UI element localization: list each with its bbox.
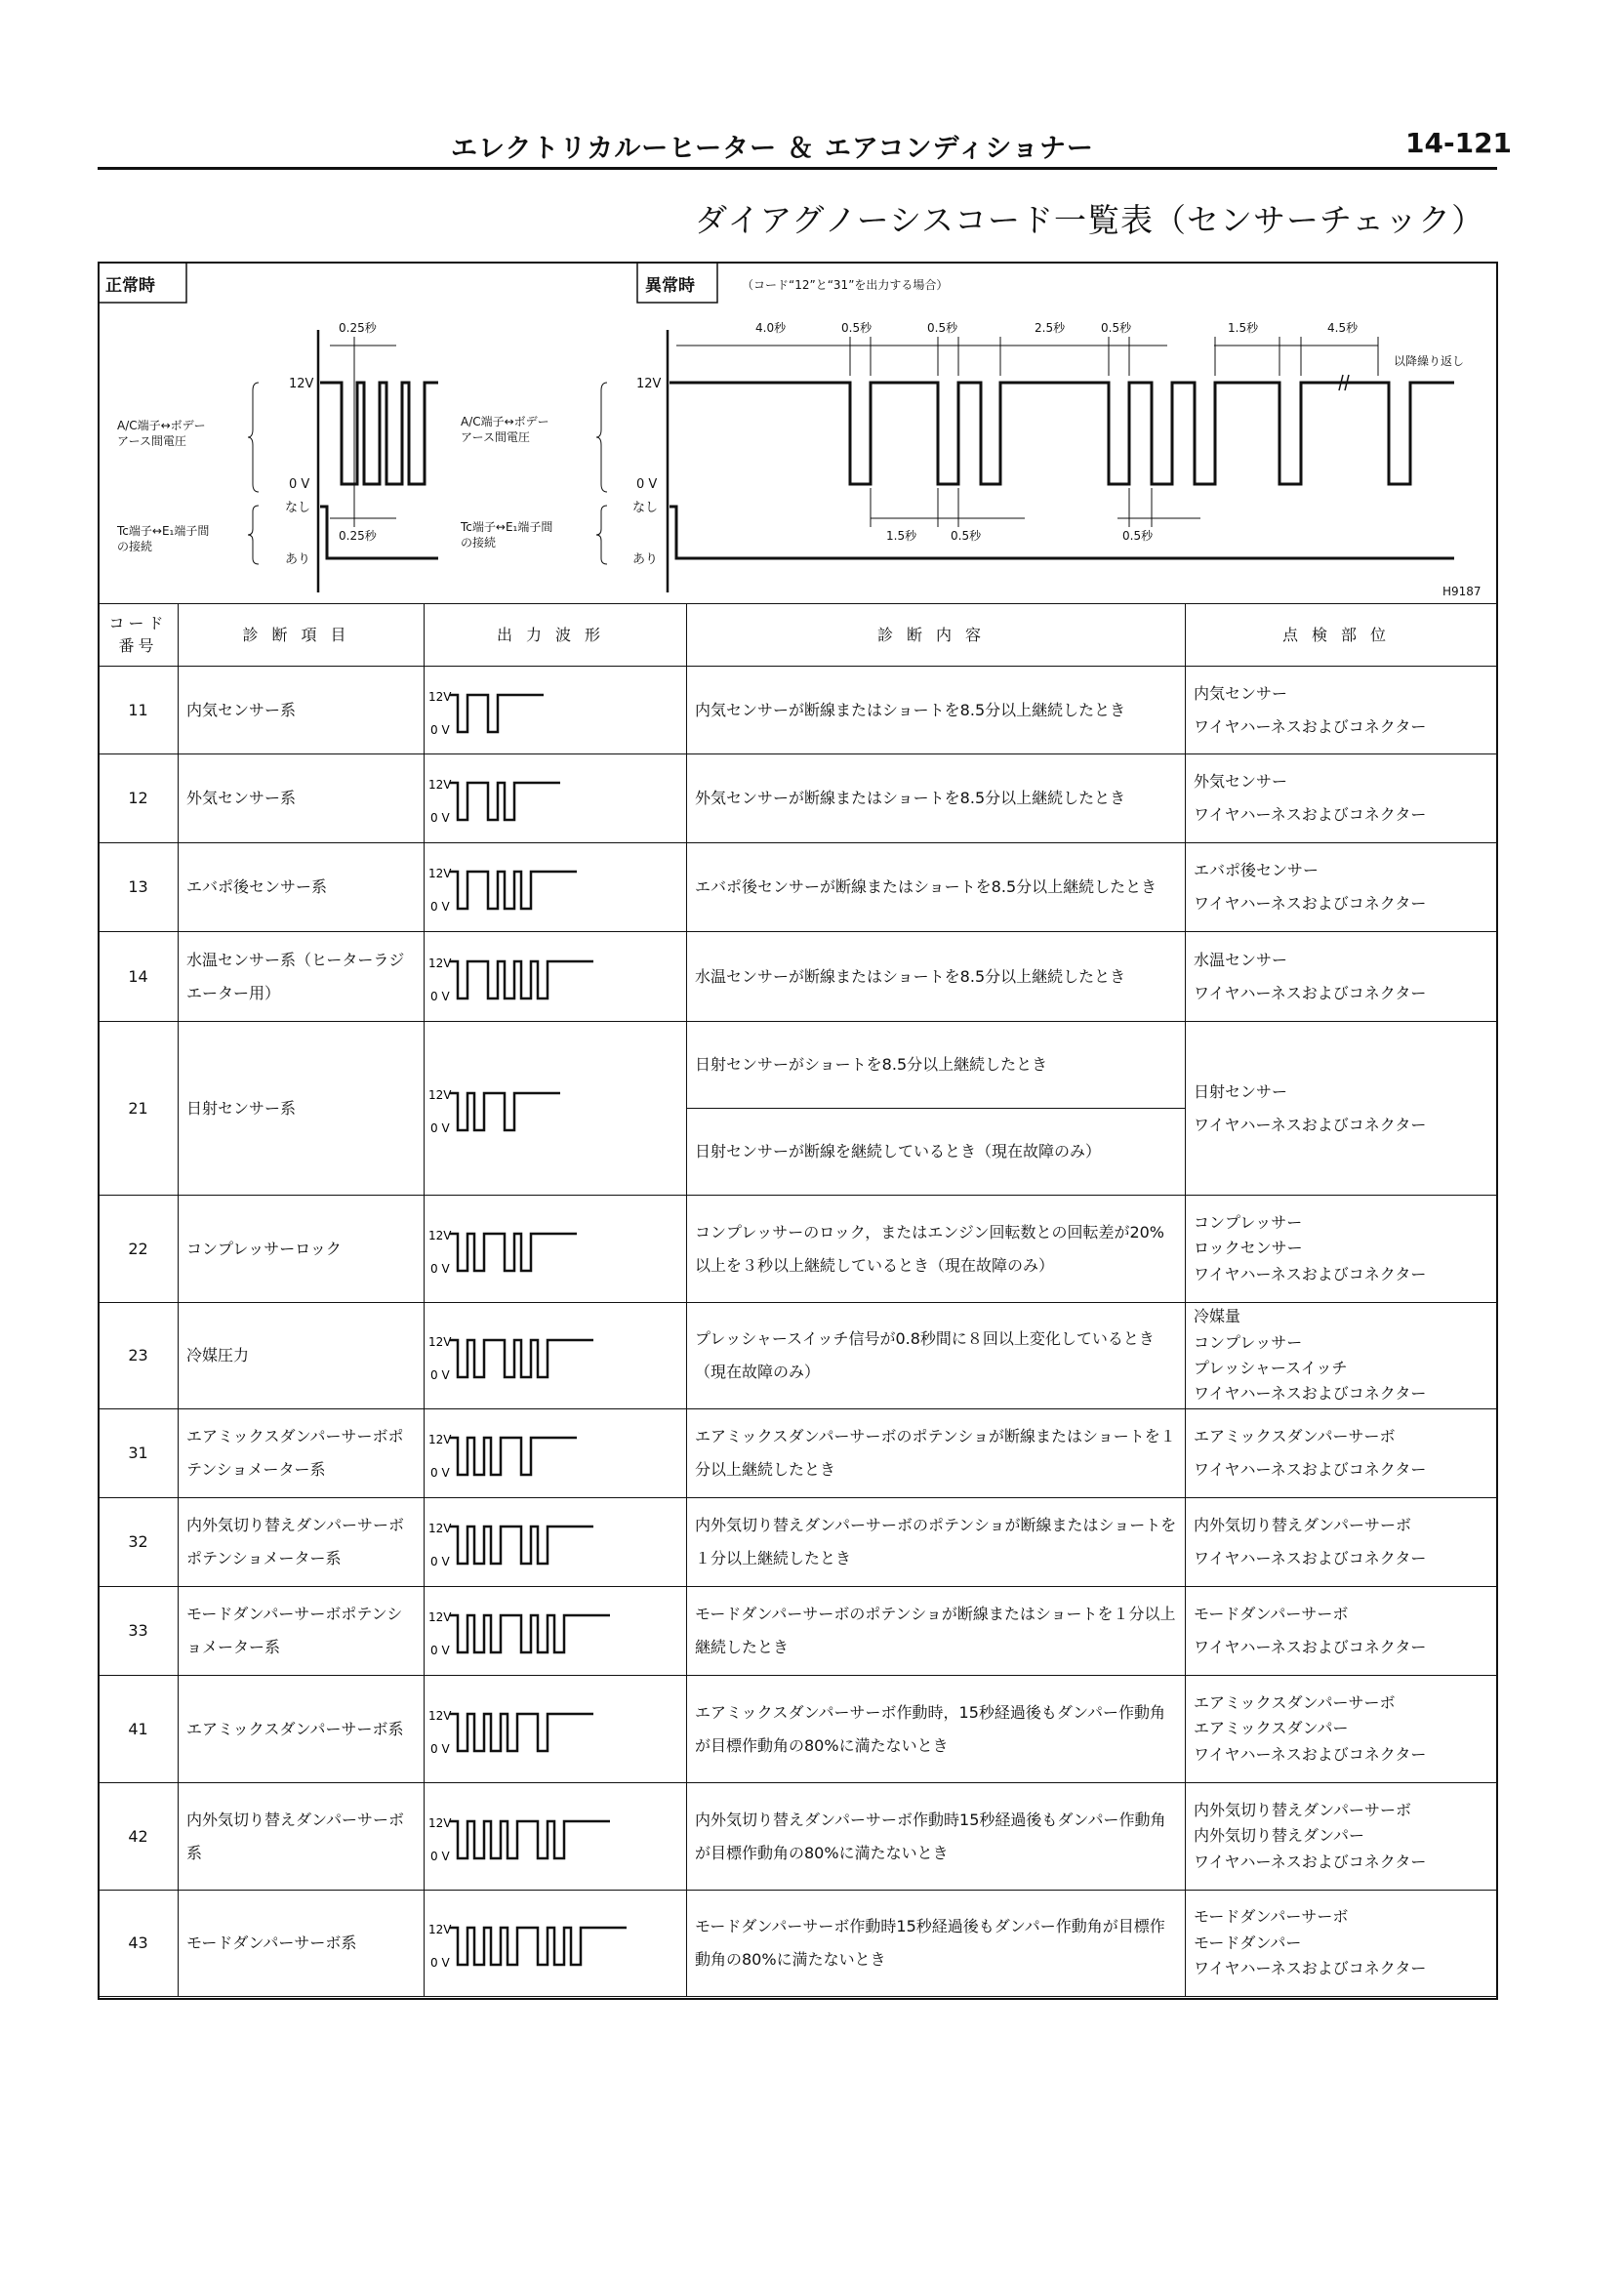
- code-cell: 31: [99, 1409, 179, 1498]
- time-label: 1.5秒: [886, 529, 917, 543]
- wave-12v-label: 12V: [428, 778, 452, 792]
- code-cell: 32: [99, 1498, 179, 1587]
- time-label: 4.0秒: [755, 321, 787, 335]
- timing-diagram: [98, 262, 1496, 603]
- check-item: ワイヤハーネスおよびコネクター: [1194, 1959, 1427, 1978]
- table-row: [99, 667, 1497, 754]
- waveform-42: [428, 1810, 672, 1864]
- wave-0v-label: 0 V: [430, 1368, 450, 1382]
- dimension-lines: [676, 337, 1378, 527]
- table-row: [99, 1587, 1497, 1676]
- content-text: 内外気切り替えダンパーサーボ作動時15秒経過後もダンパー作動角が目標作動角の80%に満たないとき: [695, 1810, 1166, 1862]
- check-cell: [1186, 667, 1497, 754]
- wave-0v-label: 0 V: [430, 1466, 450, 1480]
- content-cell: [687, 667, 1186, 754]
- time-label: 0.5秒: [841, 321, 873, 335]
- item-cell: 冷媒圧力: [179, 1303, 425, 1409]
- ac-voltage-label: A/C端子↔ボデー: [461, 415, 549, 428]
- code-cell: 42: [99, 1783, 179, 1891]
- item-cell: 内気センサー系: [179, 667, 425, 754]
- waveform-31: [428, 1426, 672, 1481]
- wave-12v-label: 12V: [428, 956, 452, 970]
- wave-12v-label: 12V: [428, 1335, 452, 1349]
- abnormal-voltage-wave: [670, 383, 1454, 484]
- content-text: モードダンパーサーボ作動時15秒経過後もダンパー作動角が目標作動角の80%に満たないとき: [695, 1917, 1165, 1969]
- tc-label: Tc端子↔E₁端子間: [461, 520, 553, 534]
- table-row: [99, 1783, 1497, 1891]
- label-0v: 0 V: [289, 477, 310, 492]
- code-cell: 43: [99, 1891, 179, 1997]
- check-item: 内外気切り替えダンパー: [1194, 1826, 1365, 1846]
- code-cell: 23: [99, 1303, 179, 1409]
- wave-0v-label: 0 V: [430, 1956, 450, 1970]
- wave-0v-label: 0 V: [430, 1849, 450, 1863]
- brace: [248, 383, 259, 492]
- check-item: ワイヤハーネスおよびコネクター: [1194, 1384, 1427, 1404]
- check-item: プレッシャースイッチ: [1194, 1359, 1348, 1377]
- header-waveform: 出力波形: [425, 604, 687, 667]
- time-label: 0.5秒: [1122, 529, 1154, 543]
- check-item: 水温センサー: [1194, 950, 1288, 969]
- wave-12v-label: 12V: [428, 1087, 452, 1102]
- page-number: 14-121: [1405, 127, 1513, 159]
- check-cell: [1186, 1022, 1497, 1196]
- wave-12v-label: 12V: [428, 867, 452, 880]
- waveform-line: [450, 1928, 627, 1965]
- ac-voltage-label: アース間電圧: [461, 430, 531, 444]
- normal-period-label: 0.25秒: [339, 321, 377, 335]
- content-cell: [687, 1196, 1186, 1303]
- content-cell: [687, 1783, 1186, 1891]
- check-item: ワイヤハーネスおよびコネクター: [1194, 1549, 1427, 1568]
- waveform-33: [428, 1604, 672, 1658]
- check-item: コンプレッサー: [1194, 1332, 1303, 1352]
- waveform-13: [428, 860, 672, 915]
- time-label: 1.5秒: [1228, 321, 1259, 335]
- check-item: ワイヤハーネスおよびコネクター: [1194, 1264, 1427, 1283]
- time-label: 0.5秒: [1101, 321, 1132, 335]
- check-item: ワイヤハーネスおよびコネクター: [1194, 1852, 1427, 1871]
- wave-12v-label: 12V: [428, 1522, 452, 1535]
- item-cell: コンプレッサーロック: [179, 1196, 425, 1303]
- wave-12v-label: 12V: [428, 1815, 452, 1830]
- label-none: なし: [632, 501, 659, 515]
- check-item: エアミックスダンパーサーボ: [1194, 1692, 1396, 1712]
- time-label: 0.5秒: [927, 321, 958, 335]
- header-code: コード番号: [99, 604, 179, 667]
- check-item: モードダンパー: [1194, 1933, 1302, 1952]
- repeat-label: 以降繰り返し: [1394, 354, 1465, 368]
- item-cell: 外気センサー系: [179, 754, 425, 843]
- content-cell: [687, 1587, 1186, 1676]
- content-text: 内気センサーが断線またはショートを8.5分以上継続したとき: [695, 700, 1126, 719]
- check-cell: [1186, 1783, 1497, 1891]
- table-row: [99, 843, 1497, 932]
- wave-0v-label: 0 V: [430, 1741, 450, 1756]
- waveform-43: [428, 1916, 672, 1971]
- waveform-line: [450, 872, 577, 909]
- item-cell: 日射センサー系: [179, 1022, 425, 1196]
- item-cell: モードダンパーサーボ系: [179, 1891, 425, 1997]
- check-item: ワイヤハーネスおよびコネクター: [1194, 1115, 1427, 1134]
- code-cell: 14: [99, 932, 179, 1022]
- check-item: 内外気切り替えダンパーサーボ: [1194, 1800, 1412, 1819]
- label-12v: 12V: [636, 377, 662, 391]
- waveform-line: [450, 783, 560, 820]
- check-cell: [1186, 1676, 1497, 1783]
- waveform-32: [428, 1515, 672, 1569]
- code-cell: 33: [99, 1587, 179, 1676]
- ac-voltage-label: A/C端子↔ボデー: [117, 419, 206, 432]
- check-cell: [1186, 1196, 1497, 1303]
- waveform-line: [450, 695, 544, 732]
- wave-0v-label: 0 V: [430, 722, 450, 737]
- code-cell: 41: [99, 1676, 179, 1783]
- waveform-cell: [425, 1783, 687, 1891]
- content-cell: [687, 1676, 1186, 1783]
- item-cell: エアミックスダンパーサーボポテンショメーター系: [179, 1409, 425, 1498]
- content-cell: [687, 1891, 1186, 1997]
- ac-voltage-label: アース間電圧: [117, 434, 187, 448]
- waveform-cell: [425, 1409, 687, 1498]
- check-item: ワイヤハーネスおよびコネクター: [1194, 1638, 1427, 1656]
- diagnosis-code-table: [98, 603, 1497, 1997]
- item-cell: エアミックスダンパーサーボ系: [179, 1676, 425, 1783]
- waveform-11: [428, 683, 672, 738]
- waveform-cell: [425, 1587, 687, 1676]
- check-item: モードダンパーサーボ: [1194, 1907, 1349, 1927]
- time-label: 0.5秒: [951, 529, 982, 543]
- table-row: [99, 932, 1497, 1022]
- waveform-23: [428, 1328, 672, 1383]
- check-item: ワイヤハーネスおよびコネクター: [1194, 983, 1427, 1002]
- brace: [248, 506, 259, 564]
- item-cell: 内外気切り替えダンパーサーボポテンショメーター系: [179, 1498, 425, 1587]
- check-cell: [1186, 1498, 1497, 1587]
- abnormal-label: 異常時: [645, 276, 695, 296]
- content-text: エアミックスダンパーサーボのポテンショが断線またはショートを１分以上継続したとき: [695, 1427, 1176, 1479]
- table-row: [99, 1196, 1497, 1303]
- wave-0v-label: 0 V: [430, 1555, 450, 1568]
- check-item: ワイヤハーネスおよびコネクター: [1194, 894, 1427, 913]
- waveform-cell: [425, 754, 687, 843]
- waveform-line: [450, 1093, 560, 1130]
- content-text: エバポ後センサーが断線またはショートを8.5分以上継続したとき: [695, 877, 1157, 897]
- waveform-line: [450, 961, 593, 998]
- wave-0v-label: 0 V: [430, 989, 450, 1003]
- waveform-12: [428, 771, 672, 826]
- waveform-line: [450, 1234, 577, 1271]
- table-row: [99, 1676, 1497, 1783]
- brace: [596, 383, 607, 492]
- wave-0v-label: 0 V: [430, 1120, 450, 1135]
- waveform-line: [450, 1821, 610, 1858]
- code-cell: 22: [99, 1196, 179, 1303]
- waveform-line: [450, 1527, 593, 1564]
- content-text: 内外気切り替えダンパーサーボのポテンショが断線またはショートを１分以上継続したとき: [695, 1516, 1177, 1568]
- waveform-cell: [425, 843, 687, 932]
- content-cell: [687, 843, 1186, 932]
- waveform-line: [450, 1438, 577, 1475]
- check-cell: [1186, 932, 1497, 1022]
- check-item: ワイヤハーネスおよびコネクター: [1194, 716, 1427, 736]
- header-item: 診断項目: [179, 604, 425, 667]
- check-item: ロックセンサー: [1194, 1239, 1303, 1258]
- check-item: ワイヤハーネスおよびコネクター: [1194, 805, 1427, 824]
- check-item: コンプレッサー: [1194, 1212, 1303, 1232]
- waveform-cell: [425, 932, 687, 1022]
- check-cell: [1186, 1891, 1497, 1997]
- wave-0v-label: 0 V: [430, 1644, 450, 1657]
- label-present: あり: [632, 552, 659, 567]
- wave-12v-label: 12V: [428, 1433, 452, 1446]
- code-cell: 13: [99, 843, 179, 932]
- content-text: モードダンパーサーボのポテンショが断線またはショートを１分以上継続したとき: [695, 1605, 1176, 1656]
- table-row: [99, 1498, 1497, 1587]
- check-item: ワイヤハーネスおよびコネクター: [1194, 1460, 1427, 1479]
- tc-label: の接続: [117, 540, 153, 553]
- wave-12v-label: 12V: [428, 1708, 452, 1723]
- check-item: 内気センサー: [1194, 683, 1288, 703]
- waveform-cell: [425, 1196, 687, 1303]
- normal-voltage-wave: [320, 383, 438, 484]
- table-header-row: [99, 604, 1497, 667]
- table-row: [99, 1891, 1497, 1997]
- waveform-cell: [425, 1498, 687, 1587]
- time-label: 2.5秒: [1035, 321, 1066, 335]
- check-item: 日射センサー: [1194, 1081, 1288, 1101]
- table-row: [99, 1303, 1497, 1409]
- table-row: [99, 1409, 1497, 1498]
- code-cell: 21: [99, 1022, 179, 1196]
- table-row: [99, 754, 1497, 843]
- wave-12v-label: 12V: [428, 689, 452, 704]
- check-item: エアミックスダンパーサーボ: [1194, 1427, 1396, 1446]
- content-cell: [687, 1498, 1186, 1587]
- check-item: モードダンパーサーボ: [1194, 1605, 1349, 1624]
- tc-label: Tc端子↔E₁端子間: [117, 524, 210, 538]
- content-text: エアミックスダンパーサーボ作動時，15秒経過後もダンパー作動角が目標作動角の80%に満たないとき: [695, 1702, 1165, 1755]
- code-cell: 11: [99, 667, 179, 754]
- content-text: 日射センサーがショートを8.5分以上継続したとき: [695, 1055, 1048, 1075]
- content-text: 水温センサーが断線またはショートを8.5分以上継続したとき: [695, 966, 1126, 986]
- brace: [596, 506, 607, 564]
- waveform-line: [450, 1615, 610, 1652]
- content-text: 外気センサーが断線またはショートを8.5分以上継続したとき: [695, 789, 1126, 808]
- item-cell: モードダンパーサーボポテンショメーター系: [179, 1587, 425, 1676]
- content-cell: [687, 1303, 1186, 1409]
- label-present: あり: [285, 552, 311, 567]
- label-0v: 0 V: [636, 477, 658, 492]
- check-item: 内外気切り替えダンパーサーボ: [1194, 1516, 1412, 1535]
- abnormal-tc-wave: [670, 507, 1454, 558]
- content-text: プレッシャースイッチ信号が0.8秒間に８回以上変化しているとき（現在故障のみ）: [695, 1329, 1155, 1381]
- check-item: 冷媒量: [1194, 1307, 1241, 1326]
- waveform-21: [428, 1081, 672, 1136]
- wave-12v-label: 12V: [428, 1923, 452, 1936]
- header-content: 診断内容: [687, 604, 1186, 667]
- check-cell: [1186, 1587, 1497, 1676]
- waveform-cell: [425, 1303, 687, 1409]
- waveform-14: [428, 950, 672, 1004]
- check-cell: [1186, 754, 1497, 843]
- waveform-41: [428, 1702, 672, 1757]
- item-cell: 内外気切り替えダンパーサーボ系: [179, 1783, 425, 1891]
- wave-0v-label: 0 V: [430, 900, 450, 914]
- waveform-cell: [425, 667, 687, 754]
- content-text: 日射センサーが断線を継続しているとき（現在故障のみ）: [687, 1108, 1185, 1195]
- label-12v: 12V: [289, 377, 314, 391]
- tc-label: の接続: [461, 536, 497, 550]
- header-check: 点検部位: [1186, 604, 1497, 667]
- check-cell: [1186, 843, 1497, 932]
- normal-period-label: 0.25秒: [339, 529, 377, 543]
- abnormal-caption: （コード“12”と“31”を出力する場合）: [742, 278, 949, 292]
- check-item: エバポ後センサー: [1194, 861, 1320, 880]
- content-cell: [687, 1409, 1186, 1498]
- wave-0v-label: 0 V: [430, 1261, 450, 1276]
- label-none: なし: [285, 501, 311, 515]
- item-cell: 水温センサー系（ヒーターラジエーター用）: [179, 932, 425, 1022]
- time-label: 4.5秒: [1327, 321, 1359, 335]
- content-cell: [687, 932, 1186, 1022]
- figure-id: H9187: [1442, 585, 1482, 598]
- wave-12v-label: 12V: [428, 1610, 452, 1624]
- waveform-22: [428, 1222, 672, 1277]
- content-text: コンプレッサーのロック，またはエンジン回転数との回転差が20%以上を３秒以上継続しているとき（現在故障のみ）: [695, 1222, 1165, 1275]
- waveform-line: [450, 1340, 593, 1377]
- code-cell: 12: [99, 754, 179, 843]
- check-item: ワイヤハーネスおよびコネクター: [1194, 1744, 1427, 1764]
- page-subtitle: ダイアグノーシスコード一覧表（センサーチェック）: [695, 201, 1485, 239]
- table-row: [99, 1022, 1497, 1196]
- header-rule: [98, 167, 1497, 170]
- item-cell: エバポ後センサー系: [179, 843, 425, 932]
- waveform-cell: [425, 1676, 687, 1783]
- check-cell: [1186, 1409, 1497, 1498]
- wave-12v-label: 12V: [428, 1228, 452, 1242]
- content-cell: [687, 754, 1186, 843]
- waveform-line: [450, 1714, 593, 1751]
- check-cell: [1186, 1303, 1497, 1409]
- content-cell: [687, 1022, 1186, 1196]
- check-item: エアミックスダンパー: [1194, 1719, 1349, 1738]
- wave-0v-label: 0 V: [430, 811, 450, 825]
- waveform-cell: [425, 1022, 687, 1196]
- waveform-cell: [425, 1891, 687, 1997]
- normal-label: 正常時: [105, 276, 155, 296]
- check-item: 外気センサー: [1194, 772, 1288, 792]
- section-title: エレクトリカルーヒーター ＆ エアコンディショナー: [451, 134, 1094, 164]
